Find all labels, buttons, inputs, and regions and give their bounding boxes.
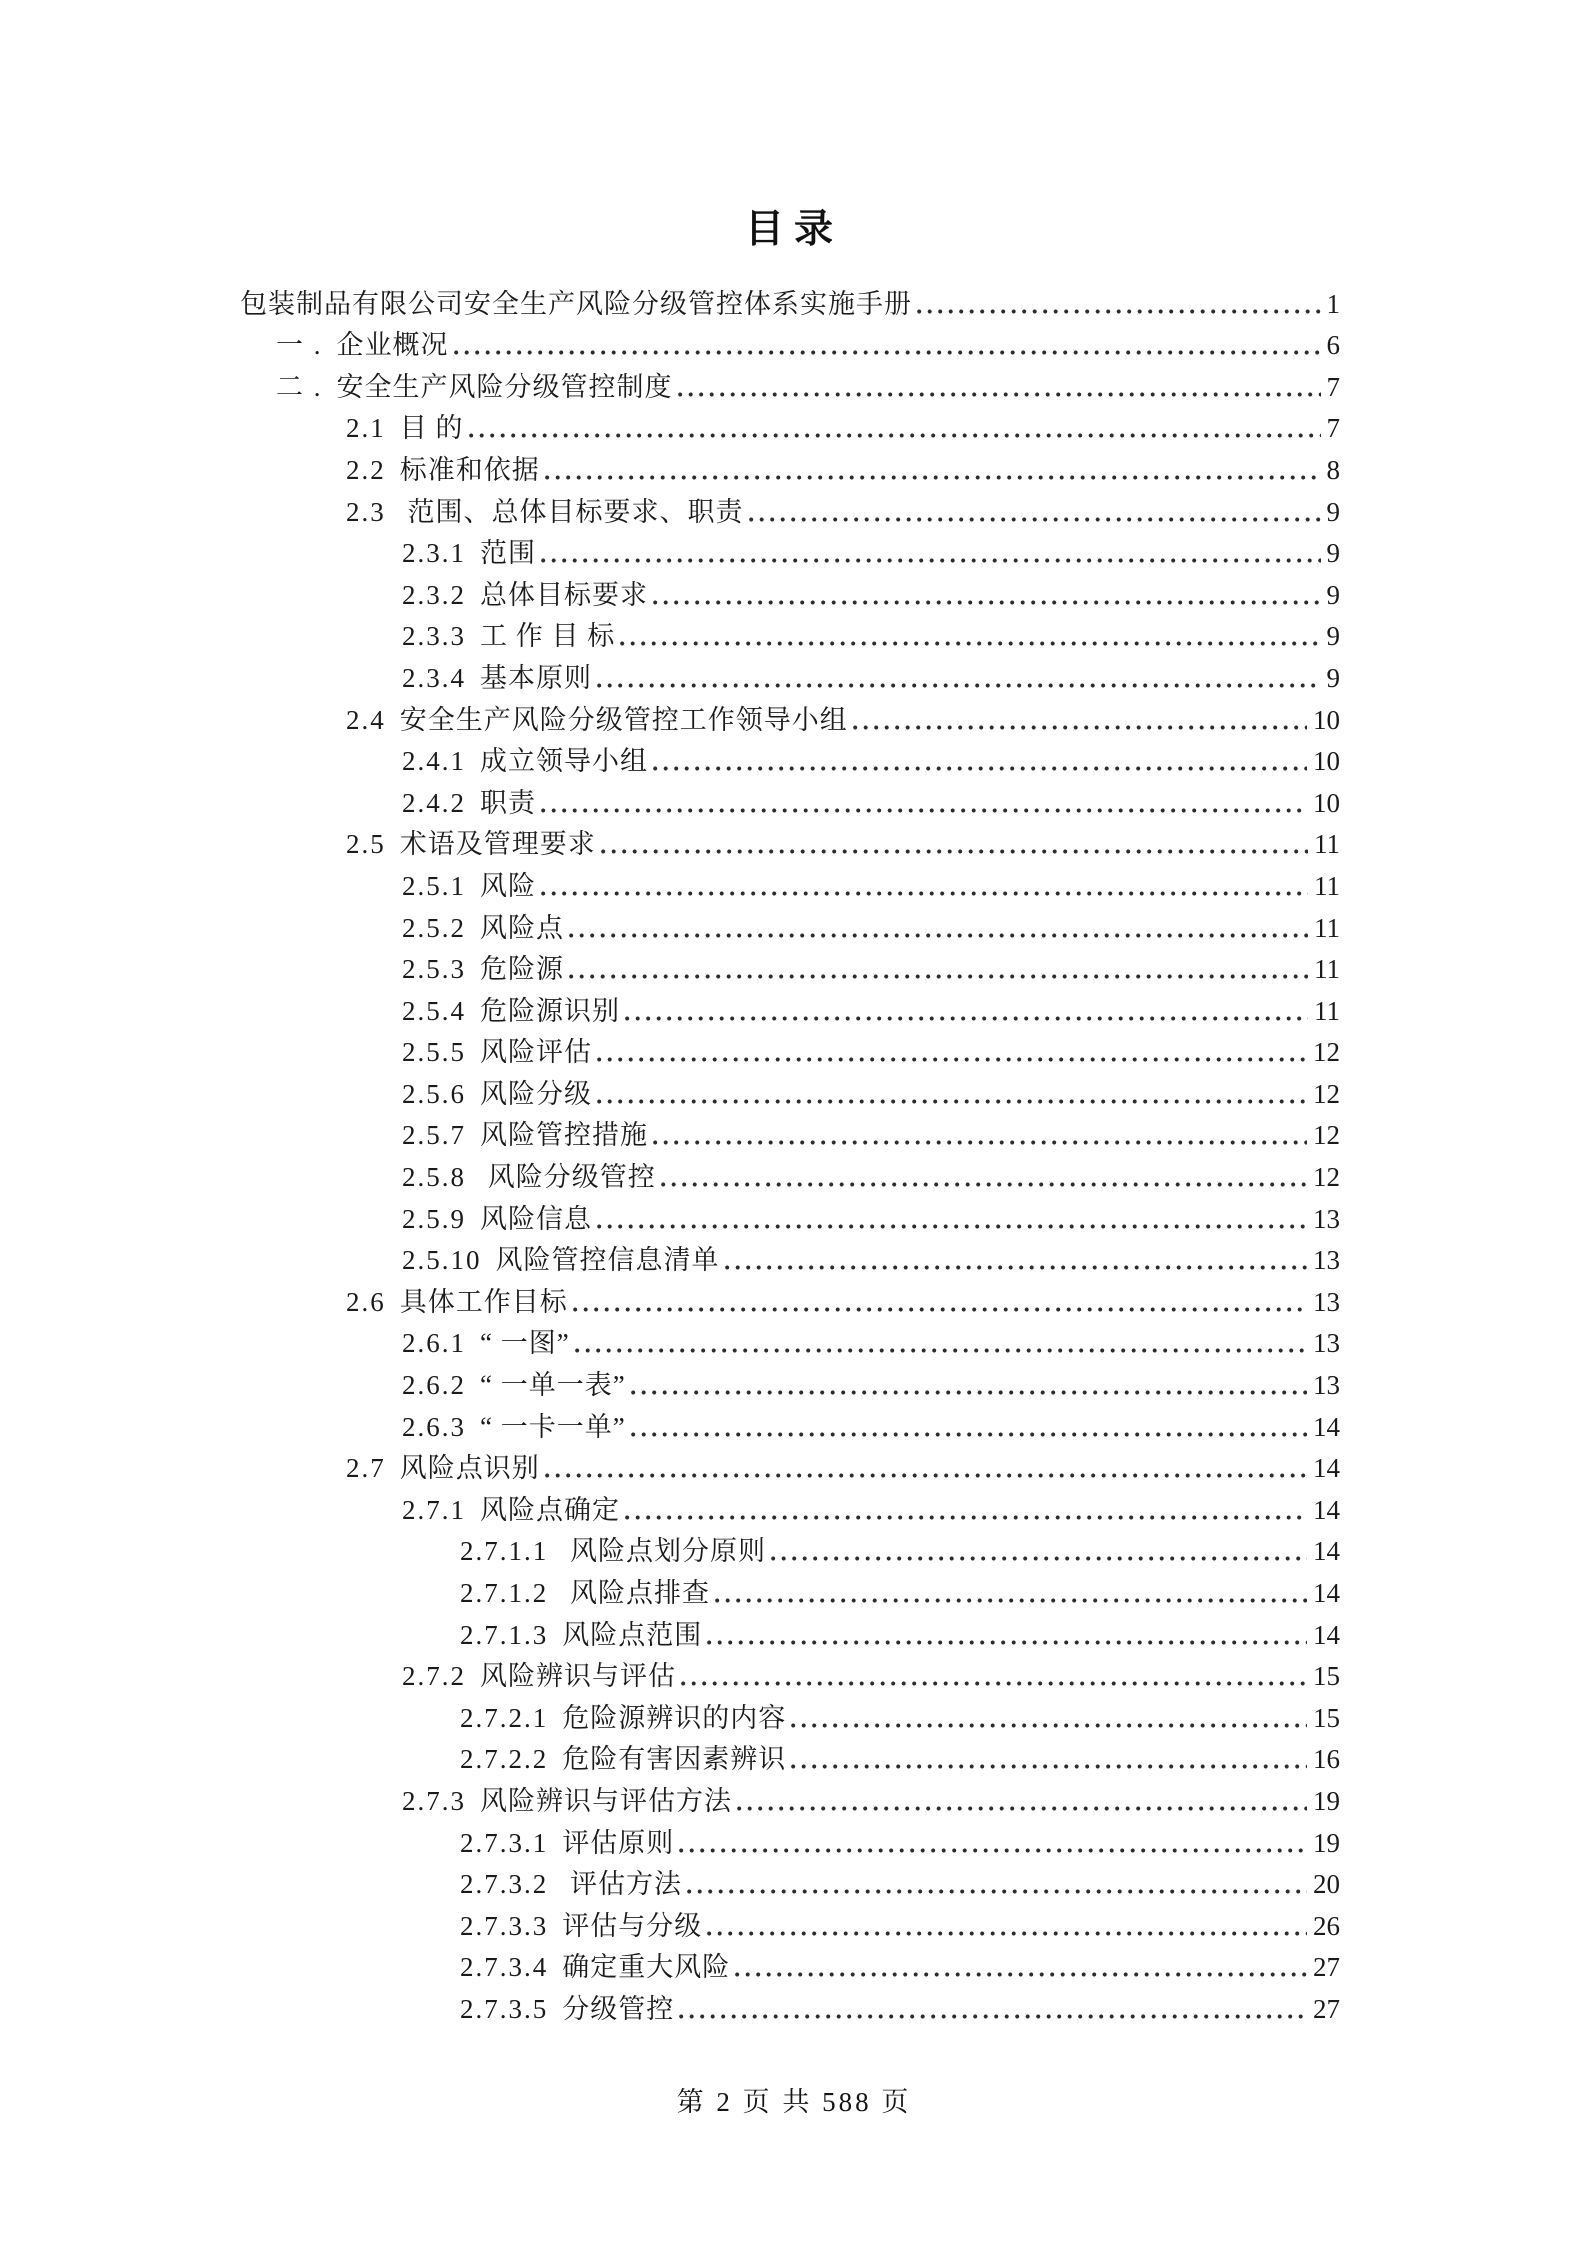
toc-entry-number: 2.5.3	[402, 954, 466, 985]
toc-entry-page: 14	[1313, 1578, 1340, 1608]
toc-entry[interactable]	[240, 446, 1340, 488]
toc-entry[interactable]	[240, 1486, 1340, 1528]
toc-entry[interactable]	[240, 1528, 1340, 1570]
toc-entry-label: 标准和依据	[399, 454, 540, 485]
toc-entry-number: 2.3.1	[402, 538, 466, 569]
toc-entry-page: 10	[1313, 704, 1340, 735]
toc-entry-page: 14	[1313, 1411, 1340, 1442]
dot-leader	[715, 1598, 1307, 1603]
toc-entry-number: 2.4	[346, 704, 386, 735]
toc-entry-page: 26	[1313, 1910, 1340, 1941]
toc-entry[interactable]	[240, 1153, 1340, 1195]
toc-entry-number: 一 .	[276, 330, 323, 361]
toc-entry[interactable]	[240, 322, 1340, 364]
dot-leader	[791, 1723, 1307, 1728]
toc-entry-number: 2.7.3.4	[460, 1952, 549, 1983]
toc-entry-page: 15	[1313, 1702, 1340, 1733]
toc-entry-label: 风险点识别	[399, 1453, 540, 1484]
dot-leader	[597, 1057, 1307, 1062]
toc-entry[interactable]	[240, 1777, 1340, 1819]
toc-entry-number: 2.4.2	[402, 787, 466, 818]
toc-entry-label: 风险分级	[480, 1078, 592, 1109]
toc-entry-page: 13	[1313, 1286, 1340, 1317]
toc-entry[interactable]	[240, 1861, 1340, 1903]
toc-entry-page: 9	[1326, 496, 1340, 527]
toc-entry-label: 危险源识别	[480, 995, 620, 1026]
dot-leader	[573, 1307, 1307, 1312]
toc-entry-page: 13	[1313, 1328, 1340, 1359]
toc-entry[interactable]	[240, 1819, 1340, 1861]
toc-entry-label: 风险点排查	[562, 1578, 710, 1608]
dot-leader	[541, 808, 1307, 813]
dot-leader	[679, 2014, 1307, 2019]
toc-entry-label: 范围、总体目标要求、职责	[399, 496, 744, 527]
toc-entry-page: 16	[1313, 1744, 1340, 1775]
toc-entry-number: 2.3.3	[402, 621, 466, 652]
toc-entry[interactable]	[240, 1611, 1340, 1653]
dot-leader	[725, 1265, 1308, 1270]
dot-leader	[631, 1390, 1307, 1395]
toc-entry[interactable]	[240, 1361, 1340, 1403]
dot-leader	[469, 433, 1321, 438]
toc-entry-number: 二 .	[276, 371, 323, 402]
toc-entry-number: 2.7.3.2	[460, 1869, 549, 1900]
toc-entry-label: “ 一单一表”	[480, 1370, 626, 1401]
toc-entry-label: 目 的	[399, 413, 464, 444]
toc-entry-number: 2.7.3.5	[460, 1993, 549, 2024]
toc-entry-label: 安全生产风险分级管控制度	[336, 371, 673, 402]
toc-entry-number: 2.5.7	[402, 1120, 466, 1151]
toc-entry-label: 风险点范围	[562, 1619, 703, 1650]
toc-entry-page: 7	[1326, 371, 1340, 402]
dot-leader	[749, 517, 1321, 522]
toc-entry[interactable]	[240, 1195, 1340, 1237]
toc-entry[interactable]	[240, 1944, 1340, 1986]
toc-entry-page: 14	[1313, 1619, 1340, 1650]
toc-entry-page: 7	[1326, 413, 1340, 444]
toc-entry-number: 2.7.1.2	[460, 1578, 549, 1608]
toc-entry-page: 13	[1313, 1203, 1340, 1234]
dot-leader	[454, 350, 1321, 355]
toc-entry-number: 2.5.1	[402, 870, 466, 901]
toc-entry[interactable]	[240, 1403, 1340, 1445]
toc-entry-number: 2.7.3	[402, 1785, 466, 1816]
dot-leader	[735, 1972, 1307, 1977]
toc-entry-label: 危险源辨识的内容	[562, 1702, 787, 1733]
dot-leader	[707, 1640, 1307, 1645]
toc-entry-page: 13	[1313, 1245, 1340, 1276]
toc-entry[interactable]	[240, 1985, 1340, 2027]
toc-entry-label: “ 一卡一单”	[480, 1411, 626, 1442]
dot-leader	[737, 1806, 1307, 1811]
toc-entry-page: 14	[1313, 1494, 1340, 1525]
toc-entry-number: 2.3.2	[402, 579, 466, 610]
toc-entry-number: 2.3	[346, 496, 386, 527]
toc-entry-label: 风险	[480, 870, 536, 901]
toc-entry[interactable]	[240, 1694, 1340, 1736]
toc-entry[interactable]	[240, 987, 1340, 1029]
toc-entry-page: 14	[1313, 1453, 1340, 1484]
toc-entry[interactable]	[240, 1902, 1340, 1944]
toc-entry-page: 11	[1314, 829, 1340, 860]
toc-entry[interactable]	[240, 1070, 1340, 1112]
toc-entry[interactable]	[240, 1237, 1340, 1279]
toc-entry-number: 2.6.3	[402, 1411, 466, 1442]
toc-entry-label: 危险源	[480, 954, 564, 985]
page-footer: 第 2 页 共 588 页	[676, 2087, 912, 2117]
dot-leader	[620, 641, 1320, 646]
toc-entry-page: 13	[1313, 1370, 1340, 1401]
toc-entry-number: 2.7.2.1	[460, 1702, 549, 1733]
toc-entry[interactable]	[240, 613, 1340, 655]
toc-entry[interactable]	[240, 1278, 1340, 1320]
dot-leader	[707, 1931, 1307, 1936]
toc-entry[interactable]	[240, 904, 1340, 946]
toc-entry-number: 2.7.1.1	[460, 1536, 549, 1567]
dot-leader	[791, 1764, 1307, 1769]
toc-entry-page: 15	[1313, 1661, 1340, 1692]
toc-entry[interactable]	[240, 1029, 1340, 1071]
toc-entry-label: 风险管控信息清单	[495, 1245, 720, 1276]
toc-entry-label: 评估原则	[562, 1827, 675, 1858]
toc-title: 目录	[744, 208, 843, 251]
toc-entry-page: 9	[1326, 662, 1340, 693]
toc-entry-number: 2.7.2	[402, 1661, 466, 1692]
toc-entry-label: 术语及管理要求	[399, 829, 596, 860]
toc-entry-number: 2.5.8	[402, 1162, 466, 1193]
toc-entry-label: 风险评估	[480, 1037, 592, 1068]
toc-entry[interactable]	[240, 1653, 1340, 1695]
dot-leader	[597, 683, 1321, 688]
toc-entry[interactable]	[240, 405, 1340, 447]
toc-entry-page: 10	[1313, 746, 1340, 777]
toc-entry[interactable]	[240, 1569, 1340, 1611]
toc-entry-number: 2.1	[346, 413, 386, 444]
toc-entry-label: 企业概况	[336, 330, 449, 361]
toc-entry-number: 2.5.4	[402, 995, 466, 1026]
toc-entry[interactable]	[240, 654, 1340, 696]
toc-entry-page: 9	[1326, 538, 1340, 569]
toc-entry-label: 风险辨识与评估	[480, 1661, 676, 1692]
toc-entry-label: 确定重大风险	[562, 1952, 731, 1983]
toc-entry-page: 19	[1313, 1785, 1340, 1816]
toc-entry-number: 2.6.1	[402, 1328, 466, 1359]
toc-entry-number: 2.4.1	[402, 746, 466, 777]
toc-entry-number: 2.5.6	[402, 1078, 466, 1109]
toc-entry-label: 风险信息	[480, 1203, 592, 1234]
toc-entry[interactable]	[240, 363, 1340, 405]
toc-entry-number: 2.7.1	[402, 1494, 466, 1525]
toc-entry-label: 评估与分级	[562, 1910, 703, 1941]
toc-entry-label: 基本原则	[480, 662, 592, 693]
toc-entry-label: 职责	[480, 787, 536, 818]
dot-leader	[569, 933, 1308, 938]
toc-entry-number: 2.7.3.1	[460, 1827, 549, 1858]
toc-entry-number: 2.3.4	[402, 662, 466, 693]
toc-entry-label: 风险点划分原则	[562, 1536, 766, 1567]
toc-entry-page: 27	[1313, 1952, 1340, 1983]
toc-entry-label: 风险分级管控	[480, 1162, 656, 1193]
toc-entry-label: 工 作 目 标	[480, 621, 616, 652]
toc-entry-number: 2.5.5	[402, 1037, 466, 1068]
toc-entry[interactable]	[240, 738, 1340, 780]
toc-entry-page: 11	[1314, 870, 1340, 901]
toc-entry[interactable]	[240, 862, 1340, 904]
toc-entry-page: 12	[1313, 1120, 1340, 1151]
dot-leader	[569, 974, 1308, 979]
toc-entry[interactable]	[240, 280, 1340, 322]
toc-entry[interactable]	[240, 821, 1340, 863]
dot-leader	[541, 558, 1321, 563]
dot-leader	[653, 600, 1321, 605]
dot-leader	[678, 392, 1321, 397]
toc-entry-number: 2.5.10	[402, 1245, 482, 1276]
toc-entry-page: 20	[1313, 1869, 1340, 1900]
dot-leader	[625, 1016, 1308, 1021]
toc-entry-number: 2.6.2	[402, 1370, 466, 1401]
toc-entry-label: 危险有害因素辨识	[562, 1744, 787, 1775]
dot-leader	[687, 1889, 1307, 1894]
toc-entry-label: 总体目标要求	[480, 579, 648, 610]
toc-entry[interactable]	[240, 1112, 1340, 1154]
toc-entry[interactable]	[240, 779, 1340, 821]
toc-entry-page: 12	[1313, 1037, 1340, 1068]
toc-entry-page: 9	[1326, 621, 1340, 652]
toc-entry-label: 分级管控	[562, 1993, 675, 2024]
toc-entry-label: 范围	[480, 538, 536, 569]
toc-entry-page: 1	[1326, 288, 1340, 319]
toc-entry-label: 安全生产风险分级管控工作领导小组	[399, 704, 848, 735]
toc-entry-label: 风险辨识与评估方法	[480, 1785, 732, 1816]
dot-leader	[625, 1515, 1307, 1520]
toc-entry-page: 9	[1326, 579, 1340, 610]
toc-entry-number: 2.7	[346, 1453, 386, 1484]
toc-entry[interactable]	[240, 1445, 1340, 1487]
toc-entry[interactable]	[240, 696, 1340, 738]
toc-entry-label: 风险点	[480, 912, 564, 943]
dot-leader	[601, 849, 1308, 854]
toc-entry-number: 2.6	[346, 1286, 386, 1317]
toc-entry-page: 19	[1313, 1827, 1340, 1858]
toc-entry-number: 2.2	[346, 454, 386, 485]
toc-entry-number: 2.7.2.2	[460, 1744, 549, 1775]
toc-entry-label: 风险管控措施	[480, 1120, 648, 1151]
dot-leader	[597, 1224, 1307, 1229]
toc-entry-number: 2.5	[346, 829, 386, 860]
toc-entry-label: 评估方法	[562, 1869, 682, 1900]
toc-entry[interactable]	[240, 1736, 1340, 1778]
dot-leader	[545, 475, 1321, 480]
toc-entry-number: 2.7.1.3	[460, 1619, 549, 1650]
dot-leader	[631, 1432, 1307, 1437]
toc-entry[interactable]	[240, 571, 1340, 613]
dot-leader	[679, 1848, 1307, 1853]
toc-entry-page: 10	[1313, 787, 1340, 818]
toc-entry-label: 风险点确定	[480, 1494, 620, 1525]
toc-entry-number: 2.7.3.3	[460, 1910, 549, 1941]
toc-entry[interactable]	[240, 530, 1340, 572]
dot-leader	[597, 1099, 1307, 1104]
toc-entry[interactable]	[240, 1320, 1340, 1362]
dot-leader	[545, 1473, 1307, 1478]
toc-entry-page: 11	[1314, 912, 1340, 943]
toc-entry-number: 2.5.9	[402, 1203, 466, 1234]
toc-entry[interactable]	[240, 946, 1340, 988]
toc-entry-page: 8	[1326, 454, 1340, 485]
dot-leader	[541, 891, 1308, 896]
dot-leader	[681, 1681, 1307, 1686]
toc-entry-page: 14	[1313, 1536, 1340, 1567]
toc-entry-page: 11	[1314, 954, 1340, 985]
dot-leader	[661, 1182, 1307, 1187]
toc-entry[interactable]	[240, 488, 1340, 530]
toc-entry-page: 12	[1313, 1078, 1340, 1109]
toc-entry-page: 12	[1313, 1162, 1340, 1193]
toc-entry-label: 包装制品有限公司安全生产风险分级管控体系实施手册	[240, 288, 912, 319]
toc-entry-label: 具体工作目标	[399, 1286, 568, 1317]
dot-leader	[917, 309, 1321, 314]
dot-leader	[853, 725, 1307, 730]
toc-entry-page: 27	[1313, 1993, 1340, 2024]
toc-entry-page: 6	[1326, 330, 1340, 361]
dot-leader	[771, 1556, 1307, 1561]
dot-leader	[653, 1140, 1307, 1145]
toc-entry-label: 成立领导小组	[480, 746, 648, 777]
toc-entry-number: 2.5.2	[402, 912, 466, 943]
dot-leader	[653, 766, 1307, 771]
toc-list	[240, 280, 1340, 2027]
toc-entry-page: 11	[1314, 995, 1340, 1026]
dot-leader	[575, 1348, 1307, 1353]
toc-entry-label: “ 一图”	[480, 1328, 570, 1359]
